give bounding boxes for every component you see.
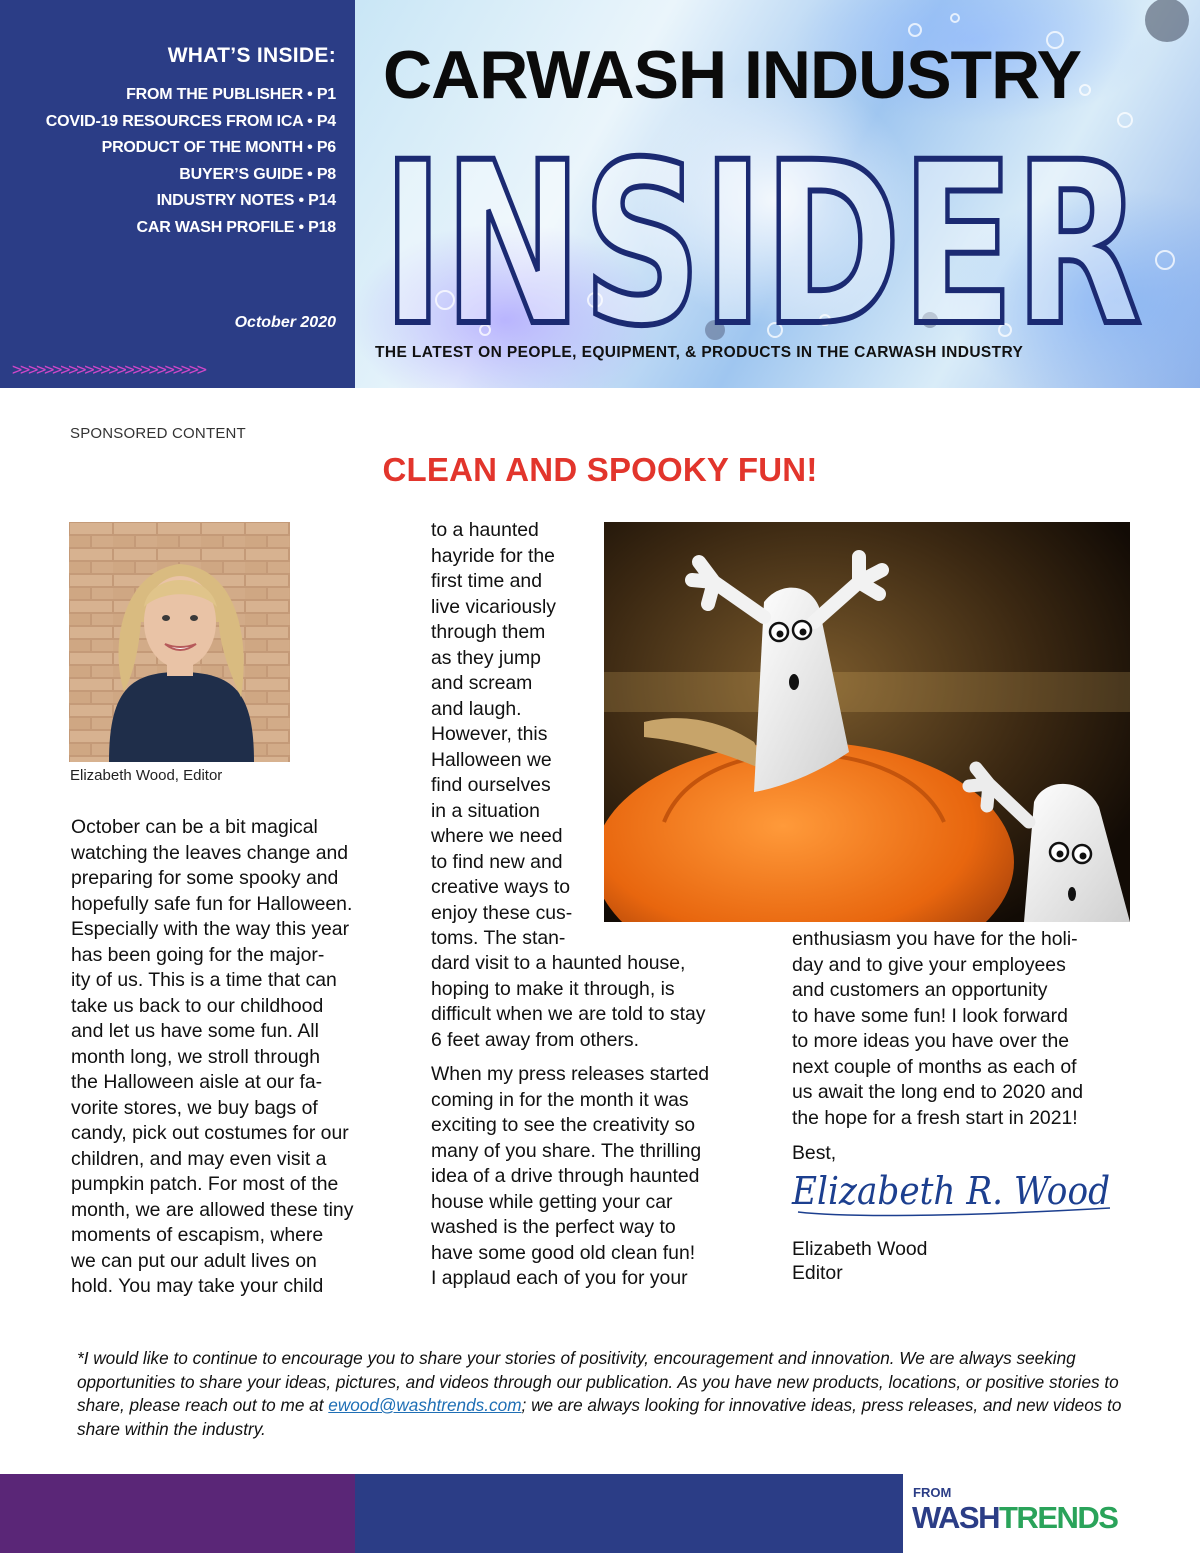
body-line: house while getting your car [431, 1190, 673, 1213]
body-line: October can be a bit magical [71, 816, 318, 838]
ghost-pumpkin-illustration [604, 522, 1130, 922]
article-column-2-narrow [431, 518, 572, 952]
body-line: watching the leaves change and [71, 841, 349, 864]
body-line: children, and may even visit a [71, 1147, 327, 1170]
body-line: ity of us. This is a time that can [71, 969, 337, 991]
toc-list [46, 82, 336, 242]
toc-item[interactable]: CAR WASH PROFILE • P18 [136, 218, 336, 236]
toc-item[interactable]: PRODUCT OF THE MONTH • P6 [101, 139, 336, 157]
body-line: to have some fun! I look forward [792, 1004, 1068, 1027]
body-line: candy, pick out costumes for our [71, 1122, 349, 1144]
brand-from-label: FROM [913, 1485, 952, 1500]
logo-wash: WASH [912, 1500, 999, 1535]
photo-caption: Elizabeth Wood, Editor [70, 767, 223, 784]
body-line: have some good old clean fun! [431, 1241, 696, 1264]
signer-name: Elizabeth Wood [792, 1238, 928, 1260]
issue-date: October 2020 [234, 314, 336, 331]
body-line: as they jump [431, 646, 541, 669]
editor-signature [790, 1160, 1120, 1222]
body-line: creative ways to [431, 876, 571, 898]
body-line: to more ideas you have over the [792, 1030, 1070, 1052]
article-column-2-paragraph-2 [431, 1062, 709, 1292]
signer-title: Editor [792, 1262, 843, 1284]
body-line: I applaud each of you for your [431, 1267, 688, 1289]
body-line: hold. You may take your child [71, 1275, 324, 1297]
body-line: the hope for a fresh start in 2021! [792, 1106, 1078, 1129]
footnote [77, 1347, 1137, 1441]
editor-photo [69, 522, 290, 762]
body-line: live vicariously [431, 595, 556, 618]
body-line: next couple of months as each of [792, 1055, 1077, 1078]
toc-heading: WHAT’S INSIDE: [167, 44, 336, 67]
body-line: to a haunted [431, 519, 539, 541]
body-line: many of you share. The thrilling [431, 1139, 702, 1162]
body-line: hoping to make it through, is [431, 977, 675, 1000]
body-line: we can put our adult lives on [71, 1249, 317, 1272]
title-insider: INSIDER [382, 114, 1142, 375]
body-line: However, this [431, 723, 548, 745]
body-line: Halloween we [431, 748, 552, 771]
ghost-pumpkin-photo [604, 522, 1130, 922]
body-line: and laugh. [431, 697, 522, 720]
footer-bar-purple [0, 1474, 355, 1553]
body-line: and scream [431, 672, 533, 694]
body-line: moments of escapism, where [71, 1224, 324, 1246]
body-line: and let us have some fun. All [71, 1020, 319, 1042]
signature-block [792, 1237, 927, 1285]
body-line: dard visit to a haunted house, [431, 952, 686, 974]
sponsored-label: SPONSORED CONTENT [70, 425, 246, 442]
body-line: day and to give your employees [792, 953, 1066, 976]
body-line: find ourselves [431, 774, 551, 796]
body-line: preparing for some spooky and [71, 867, 339, 889]
article-column-2-wide [431, 951, 706, 1053]
body-line: hayride for the [431, 544, 555, 567]
footer-bar-blue [355, 1474, 903, 1553]
article-column-1 [71, 815, 353, 1300]
body-line: us await the long end to 2020 and [792, 1081, 1084, 1103]
toc-item[interactable]: FROM THE PUBLISHER • P1 [126, 86, 336, 103]
body-line: has been going for the major- [71, 943, 325, 966]
email-link[interactable]: ewood@washtrends.com [328, 1395, 522, 1415]
article-column-3 [792, 927, 1083, 1167]
body-line: first time and [431, 570, 542, 592]
masthead-tagline: THE LATEST ON PEOPLE, EQUIPMENT, & PRODUCTS IN THE CARWASH INDUSTRY [375, 344, 1024, 361]
body-line: where we need [431, 825, 563, 847]
body-line: month, we are allowed these tiny [71, 1198, 354, 1221]
body-line: in a situation [431, 799, 540, 822]
title-carwash-industry: CARWASH INDUSTRY [383, 37, 1082, 113]
body-line: and customers an opportunity [792, 979, 1048, 1001]
article-title: CLEAN AND SPOOKY FUN! [382, 451, 818, 488]
body-line: vorite stores, we buy bags of [71, 1096, 318, 1119]
svg-text:Elizabeth R. Wood: Elizabeth R. Wood [791, 1169, 1110, 1213]
body-line: take us back to our childhood [71, 994, 324, 1017]
body-line: enjoy these cus- [431, 901, 573, 924]
masthead-banner [355, 0, 1200, 388]
body-line: the Halloween aisle at our fa- [71, 1071, 323, 1093]
toc-item[interactable]: INDUSTRY NOTES • P14 [156, 192, 336, 210]
body-line: idea of a drive through haunted [431, 1165, 700, 1187]
toc-item[interactable]: BUYER’S GUIDE • P8 [179, 165, 336, 183]
body-line: exciting to see the creativity so [431, 1114, 696, 1136]
body-line: month long, we stroll through [71, 1045, 320, 1068]
body-line: through them [431, 621, 546, 643]
body-line: hopefully safe fun for Halloween. [71, 892, 353, 915]
body-line: difficult when we are told to stay [431, 1003, 706, 1025]
body-line: to find new and [431, 850, 563, 873]
logo-trends: TRENDS [999, 1500, 1118, 1535]
body-line: enthusiasm you have for the holi- [792, 928, 1078, 950]
body-line: toms. The stan- [431, 927, 566, 949]
toc-item[interactable]: COVID-19 RESOURCES FROM ICA • P4 [45, 112, 336, 130]
footnote-text: *I would like to continue to encourage you to share your stories of positivity, encouragement and innovation. We are always seeking opportunities to share your ideas, pictures, and videos through our publication. As you have new products, locations, or positive stories to share, please reach out to me at [77, 1348, 1119, 1415]
editor-portrait-illustration [69, 522, 290, 762]
closing-line: Best, [792, 1142, 837, 1164]
bubble-dark [1145, 0, 1189, 42]
body-line: washed is the perfect way to [431, 1216, 676, 1238]
toc-panel [0, 0, 355, 388]
body-line: 6 feet away from others. [431, 1028, 640, 1051]
chevron-decoration: >>>>>>>>>>>>>>>>>>>>>>>> [12, 360, 205, 380]
washtrends-logo[interactable] [912, 1500, 1117, 1536]
body-line: Especially with the way this year [71, 918, 350, 940]
body-line: When my press releases started [431, 1063, 710, 1085]
footnote-text-end: ; we are always looking for innovative ideas, press releases, and new videos to share within the industry. [77, 1395, 1122, 1439]
body-line: pumpkin patch. For most of the [71, 1173, 339, 1195]
body-line: coming in for the month it was [431, 1088, 689, 1111]
